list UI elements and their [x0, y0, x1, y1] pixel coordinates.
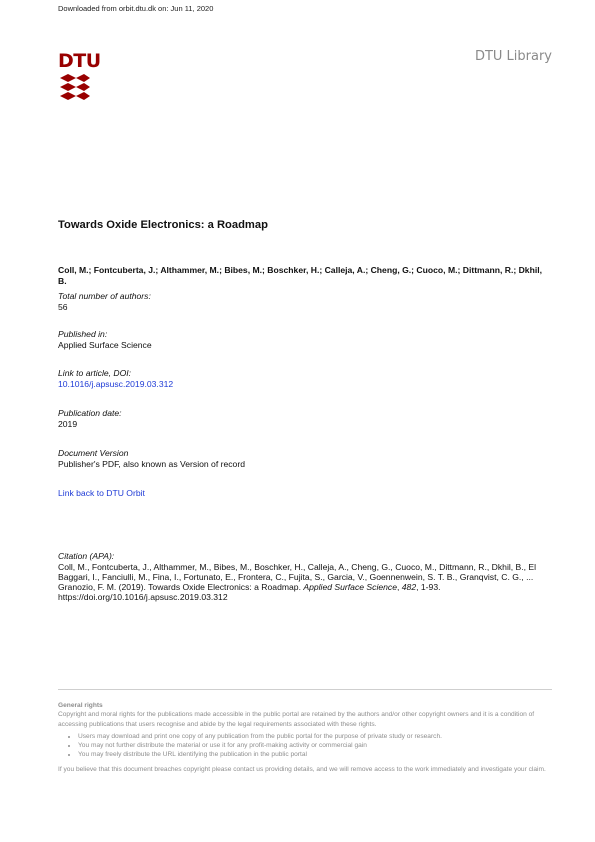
general-rights-section — [58, 701, 554, 774]
publication-date-label: Publication date: — [58, 408, 122, 418]
publication-date-block — [58, 408, 122, 429]
dtu-logo-text: DTU — [58, 50, 101, 72]
document-title: Towards Oxide Electronics: a Roadmap — [58, 219, 268, 231]
rights-item: • Users may download and print one copy of any publication from the public portal for the purpose of private study or research. — [78, 732, 554, 741]
rights-heading: General rights — [58, 702, 103, 709]
publication-date-value: 2019 — [58, 418, 78, 429]
author-list: Coll, M.; Fontcuberta, J.; Althammer, M.; Bibes, M.; Boschker, H.; Calleja, A.; Cheng, G.; Cuoco, M.; Dittmann, R.; Dkhil, B. — [58, 265, 542, 286]
document-version-label: Document Version — [58, 448, 129, 458]
citation-pages-doi: , 1-93. https://doi.org/10.1016/j.apsusc.2019.03.312 — [58, 582, 441, 603]
rights-item: • You may freely distribute the URL identifying the publication in the public portal — [78, 750, 554, 759]
rights-footer: If you believe that this document breaches copyright please contact us providing details, and we will remove access to the work immediately and investigate your claim. — [58, 765, 546, 773]
citation-block — [58, 551, 548, 603]
document-version-block — [58, 448, 245, 469]
orbit-back-link[interactable]: Link back to DTU Orbit — [58, 488, 145, 498]
download-note: Downloaded from orbit.dtu.dk on: Jun 11, 2020 — [58, 4, 214, 13]
published-in-value: Applied Surface Science — [58, 339, 152, 350]
citation-journal: Applied Surface Science — [303, 582, 397, 593]
doi-label: Link to article, DOI: — [58, 368, 132, 378]
doi-block — [58, 368, 173, 389]
citation-separator: , — [397, 582, 402, 593]
published-in-label: Published in: — [58, 329, 108, 339]
citation-volume: 482 — [401, 582, 417, 593]
doi-link[interactable]: 10.1016/j.apsusc.2019.03.312 — [58, 378, 174, 389]
document-version-value: Publisher's PDF, also known as Version of record — [58, 458, 245, 469]
published-in-block — [58, 329, 152, 350]
dtu-logo — [58, 50, 101, 100]
total-authors-value: 56 — [58, 301, 68, 312]
rights-divider — [58, 689, 552, 690]
citation-text-main: Coll, M., Fontcuberta, J., Althammer, M., Bibes, M., Boschker, H., Calleja, A., Cheng, G., Cuoco, M., Dittmann, R., Dkhil, B., El Baggari, I., Fanciulli, M., Fina, I., Fortunato, E., Frontera, C., Fujita, S., Garcia, V., Goennenwein, S. T. B., Granqvist, C. G., ... Granozio, F. M. (2019). Towards Oxide Electronics: a Roadmap. — [58, 561, 537, 593]
library-label: DTU Library — [474, 49, 552, 64]
total-authors-label: Total number of authors: — [58, 291, 151, 301]
total-authors-block — [58, 291, 151, 312]
rights-list — [58, 732, 554, 760]
dtu-logo-mark — [58, 74, 92, 100]
rights-intro: Copyright and moral rights for the publications made accessible in the public portal are retained by the authors and/or other copyright owners and it is a condition of accessing publications that users recognise and abide by the legal requirements associated with these rights. — [58, 711, 535, 728]
citation-text — [58, 562, 548, 603]
rights-item: • You may not further distribute the material or use it for any profit-making activity or commercial gain — [78, 741, 554, 750]
citation-label: Citation (APA): — [58, 551, 115, 561]
